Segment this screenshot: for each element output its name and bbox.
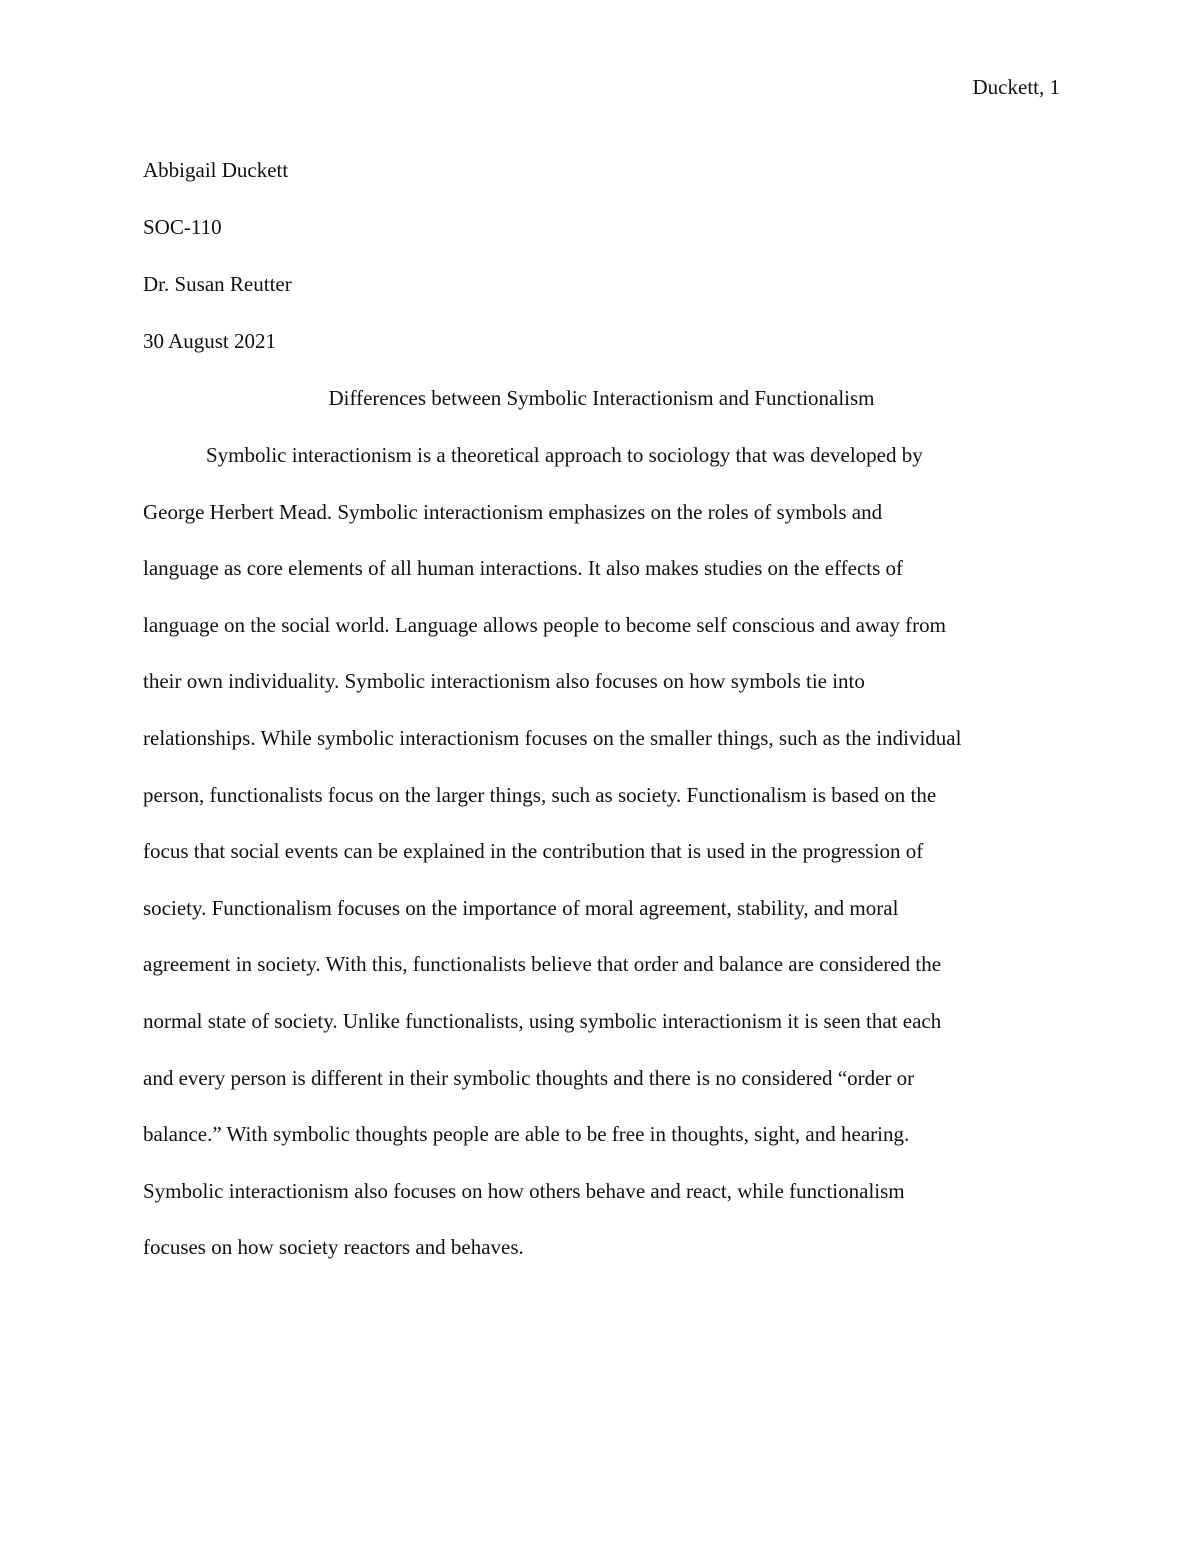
paragraph-line: their own individuality. Symbolic interactionism also focuses on how symbols tie into bbox=[143, 669, 865, 694]
essay-paragraph bbox=[143, 427, 1060, 1276]
instructor-name: Dr. Susan Reutter bbox=[143, 272, 292, 296]
paragraph-line: focus that social events can be explained in the contribution that is used in the progression of bbox=[143, 839, 924, 864]
submission-date: 30 August 2021 bbox=[143, 329, 277, 353]
mla-heading bbox=[143, 142, 1060, 427]
essay-title: Differences between Symbolic Interactionism and Functionalism bbox=[328, 386, 875, 410]
paragraph-line: Symbolic interactionism is a theoretical approach to sociology that was developed by bbox=[206, 443, 923, 467]
course-code: SOC-110 bbox=[143, 215, 222, 239]
running-header: Duckett, 1 bbox=[972, 75, 1060, 99]
paragraph-line: focuses on how society reactors and behaves. bbox=[143, 1235, 524, 1260]
paragraph-line: language as core elements of all human interactions. It also makes studies on the effects of bbox=[143, 556, 904, 581]
paragraph-line: agreement in society. With this, functionalists believe that order and balance are considered the bbox=[143, 952, 942, 977]
paragraph-line: balance.” With symbolic thoughts people are able to be free in thoughts, sight, and hearing. bbox=[143, 1122, 910, 1147]
paragraph-line: normal state of society. Unlike functionalists, using symbolic interactionism it is seen that each bbox=[143, 1008, 942, 1033]
paragraph-line: language on the social world. Language allows people to become self conscious and away from bbox=[143, 612, 946, 637]
paragraph-line: society. Functionalism focuses on the importance of moral agreement, stability, and moral bbox=[143, 895, 899, 920]
paragraph-line: and every person is different in their symbolic thoughts and there is no considered “order or bbox=[143, 1065, 915, 1090]
paragraph-line: Symbolic interactionism also focuses on how others behave and react, while functionalism bbox=[143, 1178, 905, 1203]
author-name: Abbigail Duckett bbox=[143, 158, 289, 182]
paragraph-line: person, functionalists focus on the larger things, such as society. Functionalism is based on the bbox=[143, 782, 937, 807]
paragraph-line: George Herbert Mead. Symbolic interactionism emphasizes on the roles of symbols and bbox=[143, 499, 883, 524]
paragraph-line: relationships. While symbolic interactionism focuses on the smaller things, such as the individual bbox=[143, 725, 962, 750]
